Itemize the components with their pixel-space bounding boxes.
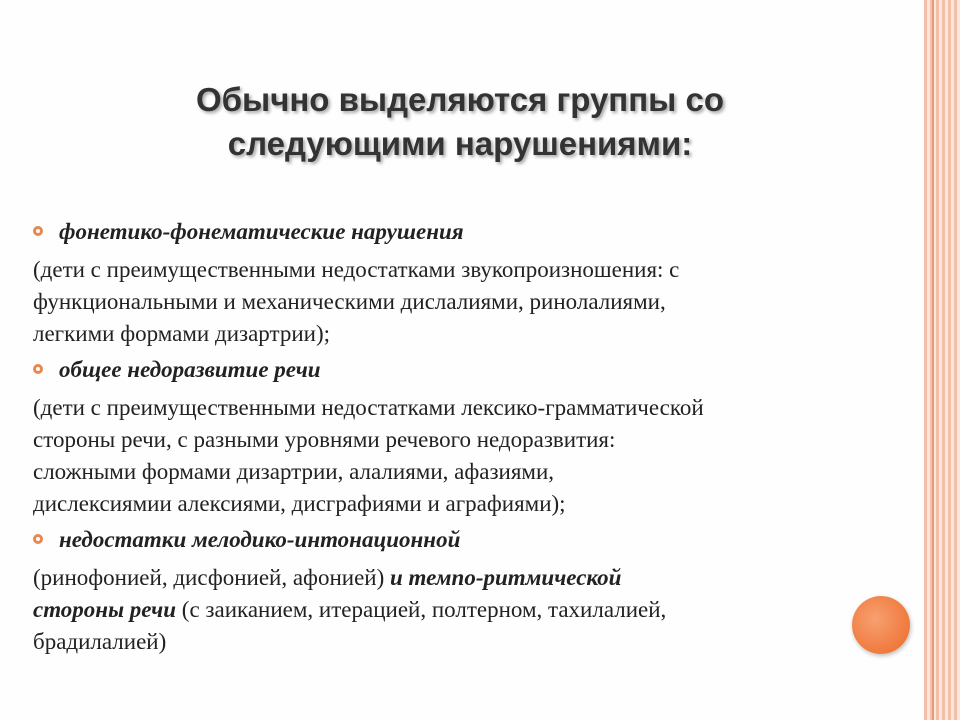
slide-title	[120, 78, 800, 166]
description-text: (с заиканием, итерацией, полтерном, тахилалией,	[176, 597, 667, 622]
bullet-heading-1: фонетико-фонематические нарушения	[59, 219, 464, 244]
description-line: легкими формами дизартрии);	[33, 321, 330, 346]
description-emphasis: стороны речи	[33, 597, 177, 622]
description-2	[33, 392, 853, 520]
description-emphasis: и темпо-ритмической	[384, 565, 622, 590]
bullet-item-2	[33, 354, 853, 386]
slide-content	[33, 214, 853, 662]
description-line: (дети с преимущественными недостатками лексико-грамматической	[33, 395, 704, 420]
bullet-icon	[33, 534, 43, 544]
description-line: дислексиямии алексиями, дисграфиями и аграфиями);	[33, 491, 566, 516]
description-line	[33, 594, 853, 626]
title-line-1: Обычно выделяются группы со	[195, 81, 725, 118]
description-line	[33, 562, 853, 594]
decorative-orange-circle	[852, 596, 910, 654]
description-line: сложными формами дизартрии, алалиями, афазиями,	[33, 459, 555, 484]
description-3	[33, 562, 853, 658]
description-line: брадилалией)	[33, 629, 167, 654]
description-1	[33, 254, 853, 350]
description-line: стороны речи, с разными уровнями речевого недоразвития:	[33, 427, 616, 452]
description-line: (дети с преимущественными недостатками звукопроизношения: с	[33, 257, 680, 282]
description-text: (ринофонией, дисфонией, афонией)	[33, 565, 385, 590]
title-line-2: следующими нарушениями:	[227, 124, 693, 162]
decorative-stripes	[924, 0, 960, 720]
bullet-heading-3: недостатки мелодико-интонационной	[59, 527, 461, 552]
description-line: функциональными и механическими дислалиями, ринолалиями,	[33, 289, 666, 314]
bullet-item-1	[33, 216, 853, 248]
decorative-frame-line	[932, 0, 934, 720]
bullet-icon	[33, 364, 43, 374]
bullet-icon	[33, 226, 43, 236]
bullet-heading-2: общее недоразвитие речи	[59, 357, 321, 382]
bullet-item-3	[33, 524, 853, 556]
